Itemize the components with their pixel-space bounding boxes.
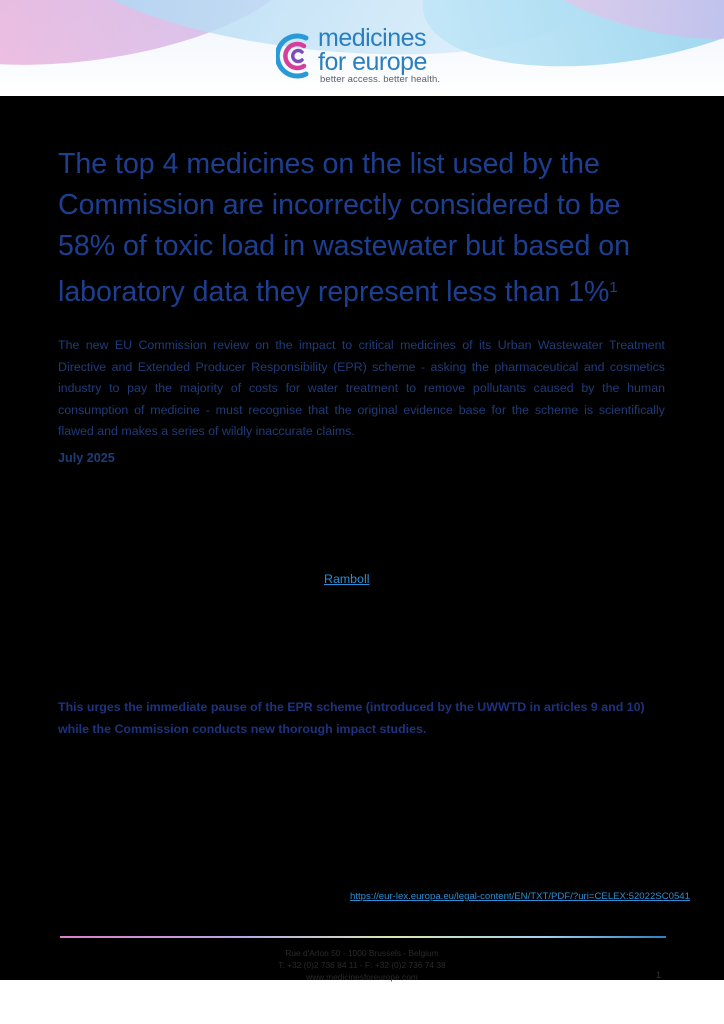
intro-paragraph: The new EU Commission review on the impact to critical medicines of its Urban Wastewater Treatment Directive and Extended Producer Responsibility (EPR) scheme - asking the pharmaceutical and cosmetics industry to pay the majority of costs for water treatment to remove pollutants caused by the human consumption of medicine - must recognise that the original evidence base for the scheme is scientifically flawed and makes a series of wildly inaccurate claims. [58, 338, 665, 439]
page-number: 1 [656, 970, 662, 980]
publication-date: July 2025 [58, 451, 115, 465]
footnote-marker[interactable]: 1 [609, 279, 618, 296]
headline-text: The top 4 medicines on the list used by the Commission are incorrectly considered to be 58% of toxic load in wastewater but based on laboratory data they represent less than 1% [58, 148, 630, 308]
logo-text-line2: for europe [318, 48, 427, 76]
urge-statement: This urges the immediate pause of the EPR scheme (introduced by the UWWTD in articles 9 and 10) while the Commission conducts new thorough impact studies. [58, 700, 645, 736]
footer-website[interactable]: www.medicinesforeurope.com [306, 972, 418, 982]
header-banner [0, 0, 724, 96]
logo-mark-icon [276, 30, 312, 82]
footer-address: Rue d'Arlon 50 - 1000 Brussels - Belgium [285, 948, 439, 958]
logo-tagline: better access. better health. [320, 74, 441, 85]
page-headline [58, 144, 670, 313]
footer-divider [60, 936, 666, 938]
footer-phone: T: +32 (0)2 736 84 11 - F: +32 (0)2 736 74 38 [278, 960, 446, 970]
logo-text-line1: medicines [318, 24, 427, 52]
medicines-for-europe-logo [276, 26, 476, 88]
ramboll-link[interactable]: Ramboll [324, 572, 370, 586]
footnote-source-link[interactable]: https://eur-lex.europa.eu/legal-content/EN/TXT/PDF/?uri=CELEX:52022SC0541 [350, 891, 690, 902]
